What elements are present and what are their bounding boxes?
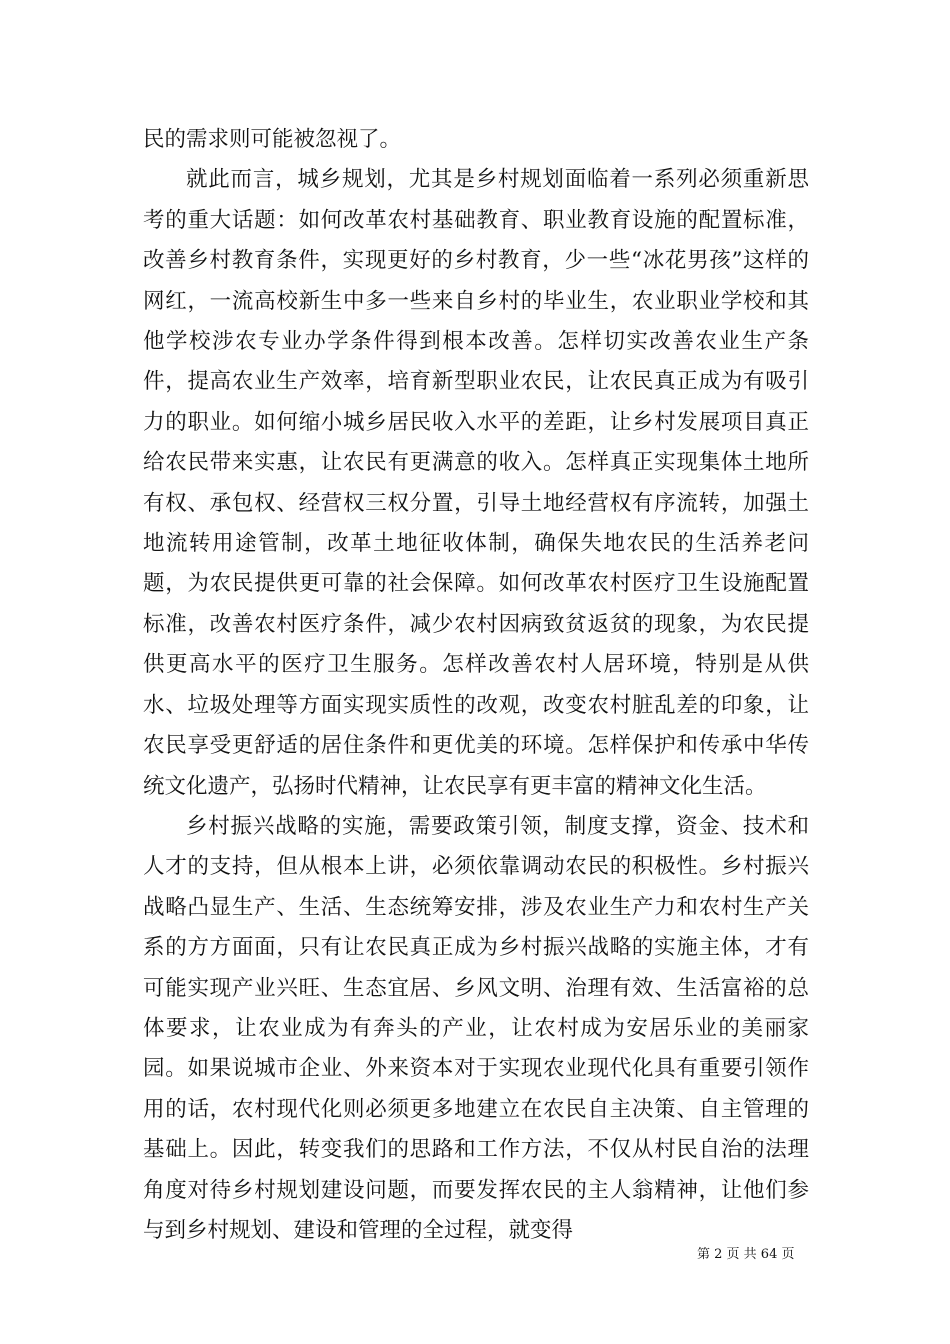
paragraph-rural-revitalization: 乡村振兴战略的实施，需要政策引领，制度支撑，资金、技术和人才的支持，但从根本上讲，必须依靠调动农民的积极性。乡村振兴战略凸显生产、生活、生态统筹安排，涉及农业生产力和农村生产关系的方方面面，只有让农民真正成为乡村振兴战略的实施主体，才有可能实现产业兴旺、生态宜居、乡风文明、治理有效、生活富裕的总体要求，让农业成为有奔头的产业，让农村成为安居乐业的美丽家园。如果说城市企业、外来资本对于实现农业现代化具有重要引领作用的话，农村现代化则必须更多地建立在农民自主决策、自主管理的基础上。因此，转变我们的思路和工作方法，不仅从村民自治的法理角度对待乡村规划建设问题，而要发挥农民的主人翁精神，让他们参与到乡村规划、建设和管理的全过程，就变得	[143, 813, 809, 1243]
document-body	[143, 120, 809, 1251]
paragraph-continuation: 民的需求则可能被忽视了。	[143, 127, 402, 152]
page-number-footer: 第 2 页 共 64 页	[697, 1247, 795, 1262]
paragraph-planning-topics: 就此而言，城乡规划，尤其是乡村规划面临着一系列必须重新思考的重大话题：如何改革农村基础教育、职业教育设施的配置标准，改善乡村教育条件，实现更好的乡村教育，少一些“冰花男孩”这样的网红，一流高校新生中多一些来自乡村的毕业生，农业职业学校和其他学校涉农专业办学条件得到根本改善。怎样切实改善农业生产条件，提高农业生产效率，培育新型职业农民，让农民真正成为有吸引力的职业。如何缩小城乡居民收入水平的差距，让乡村发展项目真正给农民带来实惠，让农民有更满意的收入。怎样真正实现集体土地所有权、承包权、经营权三权分置，引导土地经营权有序流转，加强土地流转用途管制，改革土地征收体制，确保失地农民的生活养老问题，为农民提供更可靠的社会保障。如何改革农村医疗卫生设施配置标准，改善农村医疗条件，减少农村因病致贫返贫的现象，为农民提供更高水平的医疗卫生服务。怎样改善农村人居环境，特别是从供水、垃圾处理等方面实现实质性的改观，改变农村脏乱差的印象，让农民享受更舒适的居住条件和更优美的环境。怎样保护和传承中华传统文化遗产，弘扬时代精神，让农民享有更丰富的精神文化生活。	[143, 167, 809, 799]
